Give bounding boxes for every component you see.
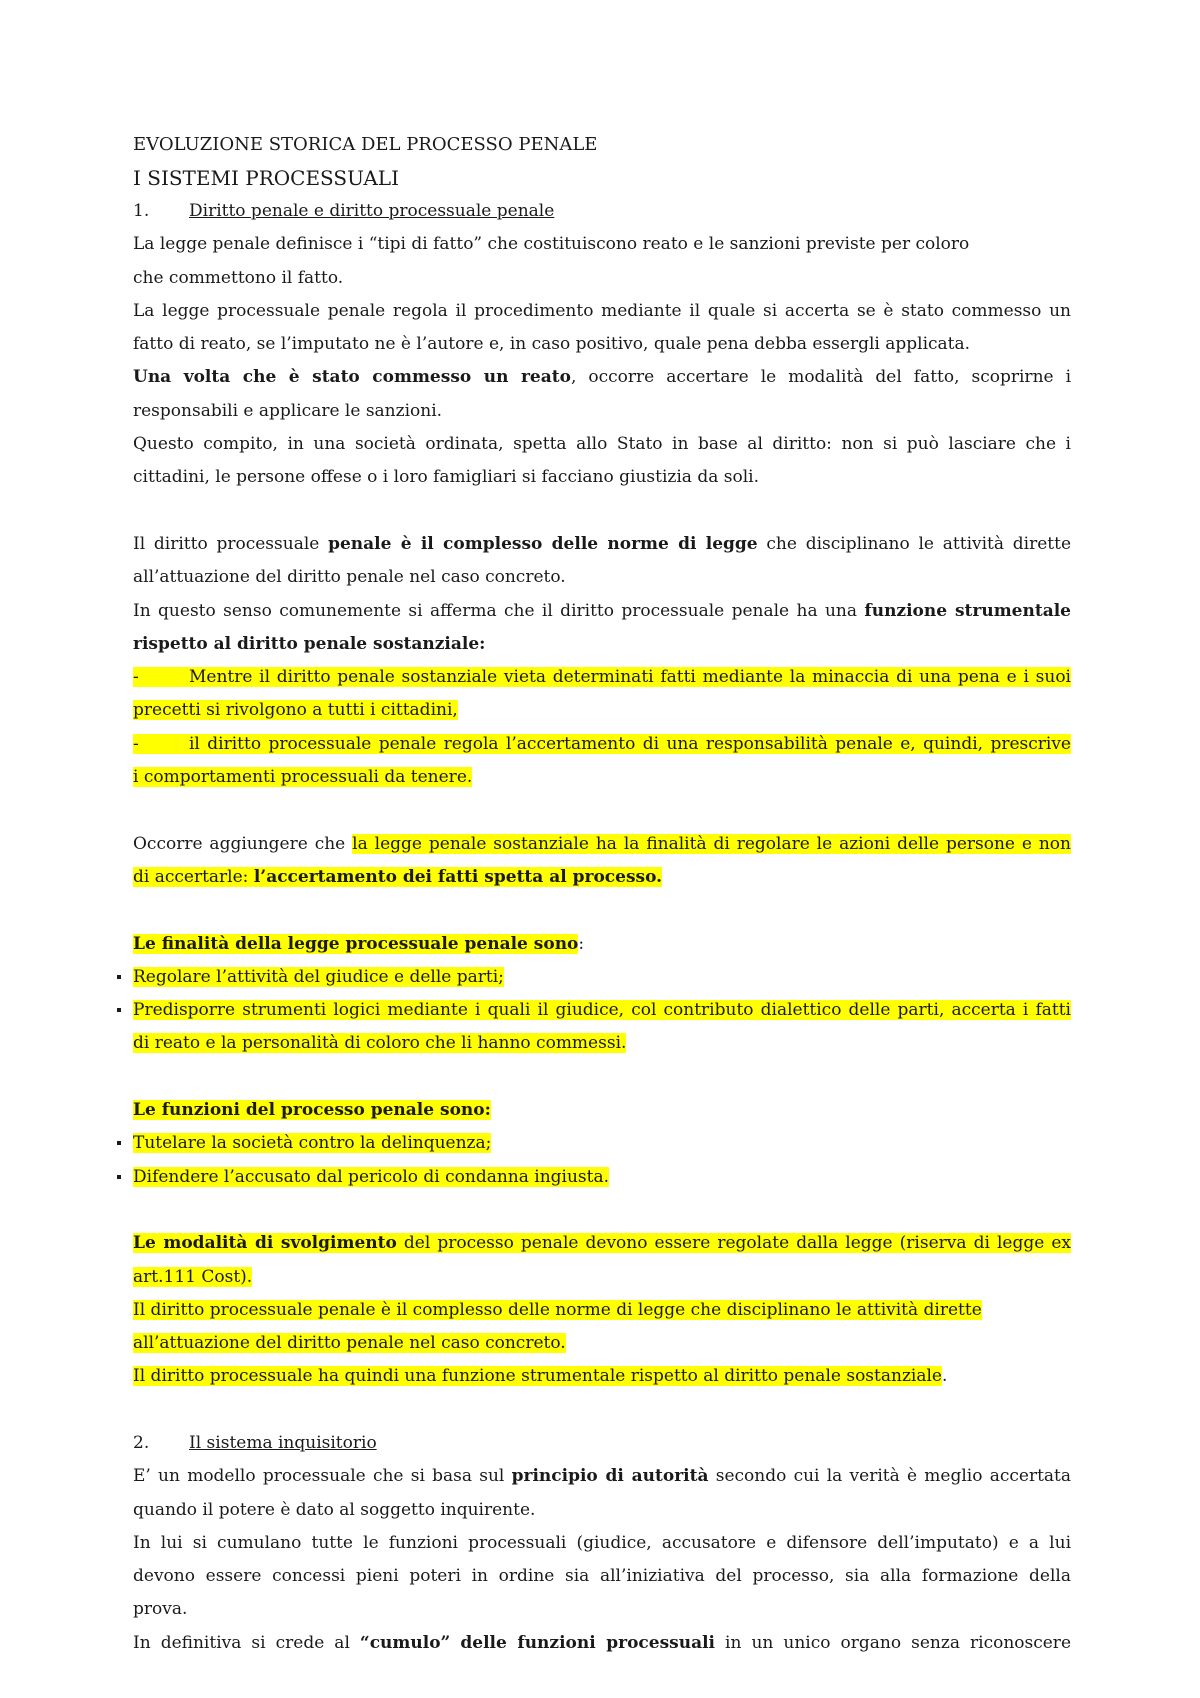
paragraph-line: responsabili e applicare le sanzioni. — [133, 400, 443, 421]
bold-phrase: Le modalità di svolgimento — [133, 1233, 397, 1254]
paragraph-line: all’attuazione del diritto penale nel caso concreto. — [133, 567, 566, 588]
highlighted-text: di reato e la personalità di coloro che li hanno commessi. — [133, 1033, 627, 1054]
text-span: : — [578, 933, 585, 954]
paragraph-line: che commettono il fatto. — [133, 267, 344, 288]
highlighted-text: la legge penale sostanziale ha la finalità di regolare le azioni delle persone e non — [352, 833, 1071, 854]
bold-phrase: l’accertamento dei fatti spetta al processo. — [253, 866, 663, 887]
list-item — [133, 1161, 1071, 1194]
list-item — [133, 994, 1071, 1027]
blank-line — [133, 1194, 1071, 1227]
paragraph-line — [133, 1027, 1071, 1060]
paragraph-line: La legge penale definisce i “tipi di fatto” che costituiscono reato e le sanzioni previste per coloro — [133, 234, 970, 255]
paragraph-line: fatto di reato, se l’imputato ne è l’autore e, in caso positivo, quale pena debba essergli applicata. — [133, 334, 971, 355]
paragraph-line — [133, 1360, 1071, 1393]
text-span: di accertarle: — [133, 866, 254, 887]
highlighted-text — [133, 734, 1071, 754]
bullet-icon — [117, 975, 121, 979]
paragraph-line — [133, 1227, 1071, 1260]
section-2-title: Il sistema inquisitorio — [189, 1432, 377, 1453]
text-span: In questo senso comunemente si afferma che il diritto processuale penale ha una — [133, 600, 865, 621]
text-span: Occorre aggiungere che — [133, 833, 353, 854]
text-span: il diritto processuale penale regola l’accertamento di una responsabilità penale e, quindi, prescrive — [189, 733, 1071, 754]
highlighted-text: Il diritto processuale ha quindi una funzione strumentale rispetto al diritto penale sostanziale — [133, 1366, 942, 1387]
highlighted-bold-text: Le finalità della legge processuale penale sono — [133, 933, 579, 954]
blank-line — [133, 495, 1071, 528]
paragraph-line — [133, 595, 1071, 628]
highlighted-text — [133, 867, 662, 887]
text-span — [450, 1633, 460, 1653]
dash-item — [133, 661, 1071, 694]
text-span: in un unico organo senza riconoscere — [715, 1632, 1071, 1653]
paragraph-line — [133, 528, 1071, 561]
bold-phrase: “cumulo” — [359, 1632, 451, 1653]
document-subtitle: I SISTEMI PROCESSUALI — [133, 166, 399, 190]
text-span: Mentre il diritto penale sostanziale vieta determinati fatti mediante la minaccia di una pena e i suoi — [189, 667, 1071, 688]
text-span: secondo cui la verità è meglio accertata — [708, 1466, 1072, 1487]
blank-line — [133, 894, 1071, 927]
blank-line — [133, 1061, 1071, 1094]
section-1-title: Diritto penale e diritto processuale penale — [189, 201, 555, 221]
paragraph-line — [133, 1327, 1071, 1360]
paragraph-line — [133, 628, 1071, 661]
document-page — [133, 128, 1071, 1660]
text-span: Il diritto processuale — [133, 533, 329, 554]
bold-phrase: delle funzioni processuali — [460, 1632, 716, 1653]
highlighted-text — [133, 1233, 1071, 1253]
highlighted-text: Regolare l’attività del giudice e delle parti; — [133, 966, 504, 987]
bold-phrase: penale è il complesso delle norme di legge — [328, 533, 758, 554]
dash-marker: - — [133, 733, 139, 754]
paragraph-line — [133, 761, 1071, 794]
funzioni-heading — [133, 1094, 1071, 1127]
highlighted-text: art.111 Cost). — [133, 1266, 253, 1287]
highlighted-bold-text: Le funzioni del processo penale sono: — [133, 1100, 491, 1121]
text-span: , occorre accertare le modalità del fatto, scoprirne i — [570, 367, 1072, 388]
bold-phrase: funzione strumentale — [864, 600, 1071, 621]
list-item — [133, 961, 1071, 994]
blank-line — [133, 1394, 1071, 1427]
bullet-icon — [117, 1175, 121, 1179]
blank-line — [133, 794, 1071, 827]
text-span: del processo penale devono essere regolate dalla legge (riserva di legge ex — [396, 1233, 1072, 1254]
paragraph-line: Questo compito, in una società ordinata, spetta allo Stato in base al diritto: non si può lasciare che i — [133, 434, 1071, 455]
section-1-number: 1. — [133, 201, 150, 221]
highlighted-text: precetti si rivolgono a tutti i cittadini, — [133, 700, 458, 721]
bullet-icon — [117, 1141, 121, 1145]
paragraph-line: In lui si cumulano tutte le funzioni processuali (giudice, accusatore e difensore dell’imputato) e a lui — [133, 1532, 1071, 1553]
highlighted-text: Tutelare la società contro la delinquenza; — [133, 1133, 492, 1154]
paragraph-line: prova. — [133, 1599, 188, 1620]
highlighted-text: Il diritto processuale penale è il complesso delle norme di legge che disciplinano le attività dirette — [133, 1299, 982, 1320]
paragraph-line: devono essere concessi pieni poteri in ordine sia all’iniziativa del processo, sia alla formazione della — [133, 1566, 1071, 1587]
highlighted-text: i comportamenti processuali da tenere. — [133, 767, 473, 788]
section-2-heading — [133, 1427, 1071, 1460]
paragraph-line — [133, 694, 1071, 727]
dash-item — [133, 728, 1071, 761]
section-1-heading — [133, 195, 1071, 228]
text-span: . — [941, 1366, 948, 1387]
highlighted-text — [133, 667, 1071, 687]
paragraph-line — [133, 828, 1071, 861]
text-span: In definitiva si crede al — [133, 1632, 360, 1653]
paragraph-line: cittadini, le persone offese o i loro famigliari si facciano giustizia da soli. — [133, 467, 759, 488]
paragraph-line — [133, 361, 1071, 394]
finalita-heading — [133, 928, 1071, 961]
document-title: EVOLUZIONE STORICA DEL PROCESSO PENALE — [133, 134, 598, 155]
bullet-icon — [117, 1008, 121, 1012]
highlighted-text: Predisporre strumenti logici mediante i quali il giudice, col contributo dialettico delle parti, accerta i fatti — [133, 1000, 1071, 1021]
highlighted-text: all’attuazione del diritto penale nel caso concreto. — [133, 1333, 566, 1354]
list-item — [133, 1127, 1071, 1160]
paragraph-line — [133, 861, 1071, 894]
paragraph-line — [133, 1261, 1071, 1294]
text-span: E’ un modello processuale che si basa sul — [133, 1466, 512, 1487]
bold-phrase: principio di autorità — [511, 1466, 709, 1487]
dash-marker: - — [133, 667, 139, 688]
text-span: che disciplinano le attività dirette — [757, 533, 1072, 554]
bold-phrase: Una volta che è stato commesso un reato — [133, 367, 571, 388]
paragraph-line: La legge processuale penale regola il procedimento mediante il quale si accerta se è stato commesso un — [133, 300, 1071, 321]
paragraph-line — [133, 1294, 1071, 1327]
bold-phrase: rispetto al diritto penale sostanziale: — [133, 633, 486, 654]
paragraph-line — [133, 1627, 1071, 1660]
paragraph-line — [133, 1460, 1071, 1493]
section-2-number: 2. — [133, 1432, 150, 1453]
highlighted-text: Difendere l’accusato dal pericolo di condanna ingiusta. — [133, 1166, 610, 1187]
paragraph-line: quando il potere è dato al soggetto inquirente. — [133, 1499, 536, 1520]
